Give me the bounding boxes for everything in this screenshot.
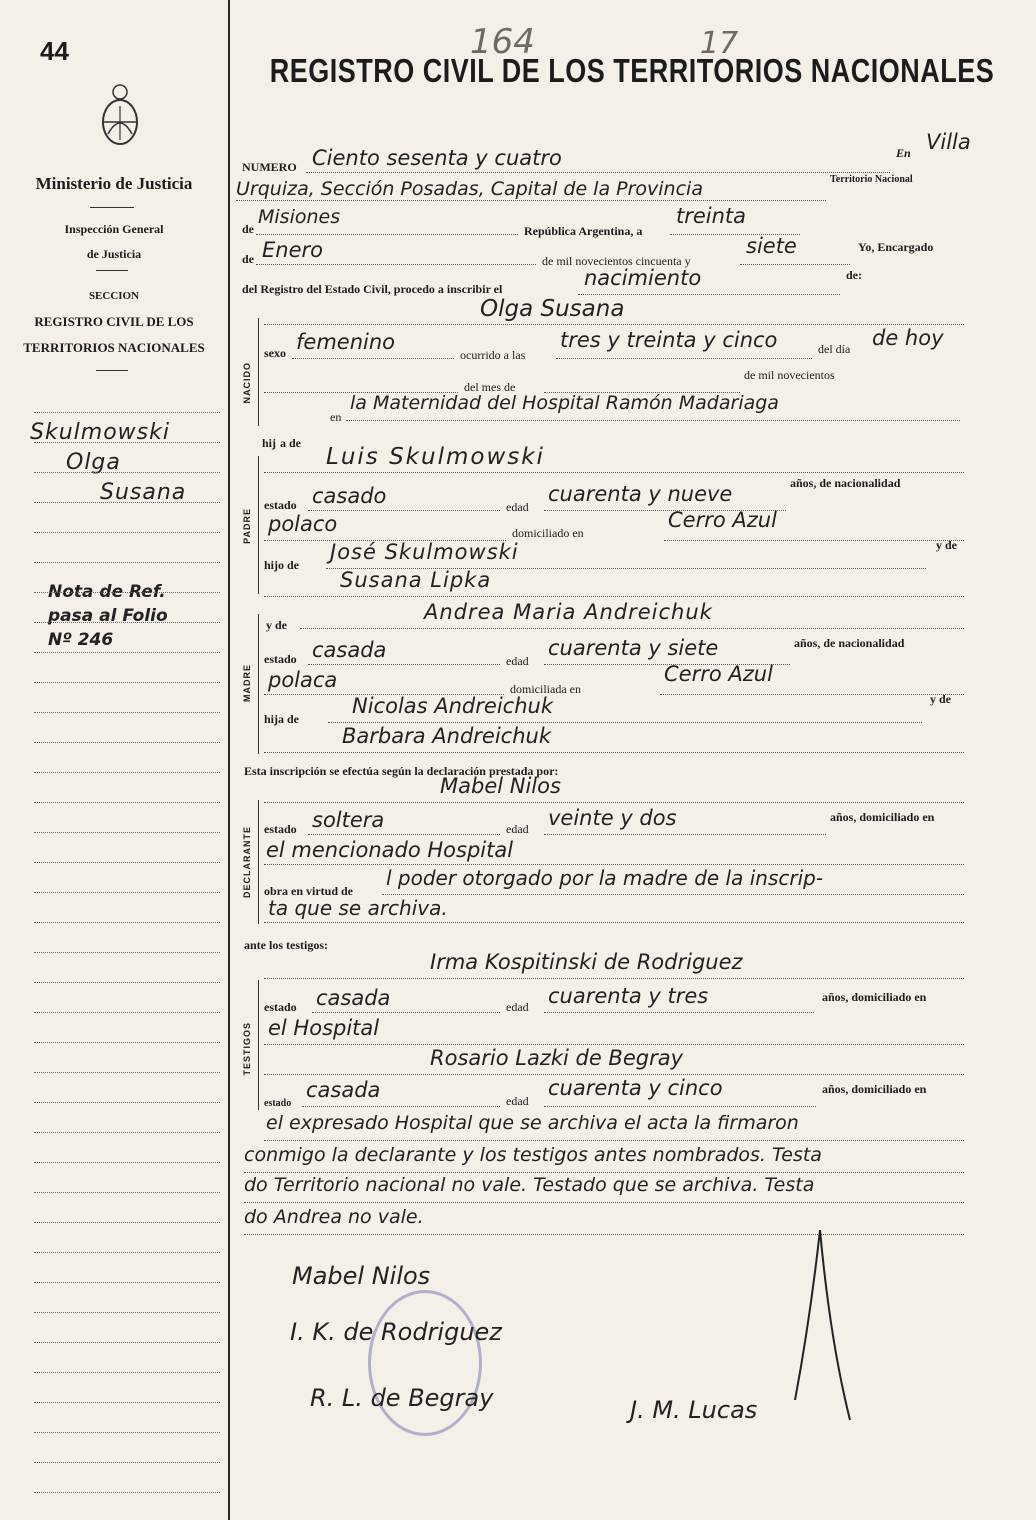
testigo2-anos-label: años, domiciliado en [822, 1082, 927, 1096]
padre-name: Luis Skulmowski [326, 444, 545, 470]
declarante-estado-label: estado [264, 822, 297, 836]
testigo2-name: Rosario Lazki de Begray [430, 1046, 684, 1070]
mil-novecientos-label: de mil novecientos [744, 368, 835, 382]
inspection-line1: Inspección General [64, 222, 164, 236]
de-value: Misiones [258, 206, 341, 228]
ocurrido-label: ocurrido a las [460, 348, 526, 362]
madre-madre-de: Barbara Andreichuk [342, 724, 552, 748]
testigo2-estado: casada [306, 1078, 381, 1102]
obra-label: obra en virtud de [264, 884, 354, 898]
en-value: Villa [926, 130, 971, 154]
sidebar-rule-line [34, 412, 220, 413]
day-value: treinta [676, 204, 747, 228]
lugar-value: la Maternidad del Hospital Ramón Madariaga [350, 392, 779, 414]
madre-hija-label: hija de [264, 712, 300, 726]
sexo-value: femenino [296, 330, 395, 354]
sidebar-rule-line [34, 1042, 220, 1043]
en-label: En [896, 146, 911, 160]
declarante-tag: DECLARANTE [242, 826, 252, 898]
sidebar-rule-line [34, 1132, 220, 1133]
ante-testigos-label: ante los testigos: [244, 938, 328, 952]
sidebar-rule-line [34, 1222, 220, 1223]
sidebar-rule-line [34, 1312, 220, 1313]
padre-padre-de: José Skulmowski [330, 540, 519, 564]
republica-label: República Argentina, a [524, 224, 643, 238]
declarante-domicilio: el mencionado Hospital [266, 838, 514, 862]
sidebar-rule-line [34, 1462, 220, 1463]
hora-value: tres y treinta y cinco [560, 328, 778, 352]
de-month-label: de [242, 252, 254, 266]
closing-line4: do Andrea no vale. [244, 1206, 424, 1228]
year-value: siete [746, 234, 797, 258]
nacido-name: Olga Susana [480, 296, 625, 322]
dia-value: de hoy [872, 326, 944, 350]
signature-declarante: Mabel Nilos [292, 1262, 431, 1290]
official-seal-stamp [368, 1290, 482, 1436]
signature-testigo1: I. K. de Rodriguez [290, 1318, 502, 1346]
sidebar-rule-line [34, 1162, 220, 1163]
sidebar-rule-line [34, 1252, 220, 1253]
sidebar-rule-line [34, 1072, 220, 1073]
sexo-label: sexo [264, 346, 286, 360]
sidebar-rule-line [34, 982, 220, 983]
signature-encargado: J. M. Lucas [630, 1396, 758, 1424]
testigo1-estado-label: estado [264, 1000, 297, 1014]
madre-tag: MADRE [242, 664, 252, 702]
declarante-name: Mabel Nilos [440, 774, 561, 798]
del-dia-label: del día [818, 342, 851, 356]
padre-edad-value: cuarenta y nueve [548, 482, 733, 506]
de2-label: de: [846, 268, 862, 282]
place-value: Urquiza, Sección Posadas, Capital de la Provincia [236, 178, 703, 200]
hija-suffix: a de [280, 436, 301, 450]
nacido-tag: NACIDO [242, 362, 252, 404]
sidebar-rule-line [34, 712, 220, 713]
obra-value: l poder otorgado por la madre de la inscrip- [386, 866, 824, 890]
padre-hijo-label: hijo de [264, 558, 300, 572]
note-line3: Nº 246 [48, 630, 114, 650]
madre-yde-label: y de [266, 618, 287, 632]
sidebar-rule-line [34, 1342, 220, 1343]
margin-second-name: Susana [100, 480, 187, 505]
sidebar-rule-line [34, 892, 220, 893]
testigo1-domicilio: el Hospital [268, 1016, 380, 1040]
acta-type: nacimiento [584, 266, 702, 290]
top-handwritten-number-2: 17 [700, 26, 739, 61]
declarante-edad-value: veinte y dos [548, 806, 677, 830]
yo-label: Yo, Encargado [858, 240, 934, 254]
inspection-line2: de Justicia [86, 247, 142, 261]
sidebar-rule-line [34, 772, 220, 773]
sidebar-rule-line [34, 922, 220, 923]
testigo1-edad: cuarenta y tres [548, 984, 709, 1008]
margin-surname: Skulmowski [30, 420, 170, 445]
testigo2-edad: cuarenta y cinco [548, 1076, 723, 1100]
mes-label: del mes de [464, 380, 516, 394]
signature-testigo2: R. L. de Begray [310, 1384, 494, 1412]
territorio-label: Territorio Nacional [830, 174, 913, 185]
padre-edad-label: edad [506, 500, 529, 514]
sidebar-rule-line [34, 1402, 220, 1403]
margin-first-name: Olga [66, 450, 121, 475]
sidebar-rule-line [34, 652, 220, 653]
madre-estado-value: casada [312, 638, 387, 662]
padre-tag: PADRE [242, 508, 252, 544]
month-value: Enero [262, 238, 323, 262]
madre-estado-label: estado [264, 652, 297, 666]
document-title: REGISTRO CIVIL DE LOS TERRITORIOS NACIONALES [269, 52, 995, 90]
sidebar-rule-line [34, 1012, 220, 1013]
sidebar-rule-line [34, 1372, 220, 1373]
madre-anos-label: años, de nacionalidad [794, 636, 905, 650]
testigo1-estado: casada [316, 986, 391, 1010]
testigo1-name: Irma Kospitinski de Rodriguez [430, 950, 743, 974]
del-registro-label: del Registro del Estado Civil, procedo a inscribir el [242, 282, 503, 296]
numero-value: Ciento sesenta y cuatro [312, 146, 562, 170]
note-line1: Nota de Ref. [48, 582, 166, 602]
madre-domicilio-label: domiciliada en [510, 682, 581, 696]
section-line3: TERRITORIOS NACIONALES [23, 340, 205, 355]
padre-nacionalidad: polaco [268, 512, 338, 536]
section-title: SECCION [88, 290, 140, 302]
closing-line2: conmigo la declarante y los testigos antes nombrados. Testa [244, 1144, 822, 1166]
testigo2-edad-label: edad [506, 1094, 529, 1108]
sidebar-rule-line [34, 592, 220, 593]
sidebar-rule-line [34, 832, 220, 833]
madre-name: Andrea Maria Andreichuk [424, 600, 713, 624]
section-line2: REGISTRO CIVIL DE LOS [34, 314, 194, 329]
sidebar-rule-line [34, 532, 220, 533]
folio-number: 44 [40, 36, 69, 66]
testigo1-anos-label: años, domiciliado en [822, 990, 927, 1004]
sidebar-rule-line [34, 742, 220, 743]
padre-yde-label: y de [936, 538, 957, 552]
declarante-edad-label: edad [506, 822, 529, 836]
coat-of-arms-icon [98, 82, 142, 148]
padre-estado-label: estado [264, 498, 297, 512]
madre-edad-label: edad [506, 654, 529, 668]
testigo1-edad-label: edad [506, 1000, 529, 1014]
obra-value-2: ta que se archiva. [268, 896, 448, 920]
sidebar-rule-line [34, 502, 220, 503]
sidebar-rule-line [34, 622, 220, 623]
padre-madre-de: Susana Lipka [340, 568, 492, 592]
madre-padre-de: Nicolas Andreichuk [352, 694, 553, 718]
signature-flourish [790, 1220, 880, 1430]
sidebar-rule-line [34, 1102, 220, 1103]
sidebar-rule-line [34, 862, 220, 863]
madre-yde2-label: y de [930, 692, 951, 706]
sidebar-rule-line [34, 952, 220, 953]
sidebar [0, 0, 228, 1520]
sidebar-rule-line [34, 562, 220, 563]
madre-domicilio: Cerro Azul [664, 662, 773, 686]
de-label: de [242, 222, 254, 236]
padre-domicilio-label: domiciliado en [512, 526, 584, 540]
sidebar-rule-line [34, 472, 220, 473]
sidebar-divider [228, 0, 230, 1520]
sidebar-rule-line [34, 1192, 220, 1193]
sidebar-rule-line [34, 1492, 220, 1493]
numero-label: NUMERO [242, 160, 297, 174]
declarante-estado-value: soltera [312, 808, 385, 832]
hija-label: hij [262, 436, 277, 450]
madre-edad-value: cuarenta y siete [548, 636, 719, 660]
testigo2-estado-label: estado [264, 1098, 292, 1109]
note-line2: pasa al Folio [48, 606, 168, 626]
sidebar-rule-line [34, 802, 220, 803]
sidebar-rule-line [34, 1282, 220, 1283]
padre-estado-value: casado [312, 484, 387, 508]
madre-nacionalidad: polaca [268, 668, 338, 692]
sidebar-rule-line [34, 682, 220, 683]
nacido-en-label: en [330, 410, 342, 424]
ministry-label: Ministerio de Justicia [35, 174, 193, 193]
testigos-tag: TESTIGOS [242, 1022, 252, 1076]
top-handwritten-number: 164 [470, 22, 535, 62]
padre-domicilio: Cerro Azul [668, 508, 777, 532]
declarante-anos-label: años, domiciliado en [830, 810, 935, 824]
padre-anos-label: años, de nacionalidad [790, 476, 901, 490]
sidebar-rule-line [34, 442, 220, 443]
closing-line1: el expresado Hospital que se archiva el acta la firmaron [266, 1112, 799, 1134]
declarante-intro: Esta inscripción se efectúa según la declaración prestada por: [244, 764, 559, 778]
mil-label: de mil novecientos cincuenta y [542, 254, 691, 268]
sidebar-rule-line [34, 1432, 220, 1433]
closing-line3: do Territorio nacional no vale. Testado que se archiva. Testa [244, 1174, 815, 1196]
